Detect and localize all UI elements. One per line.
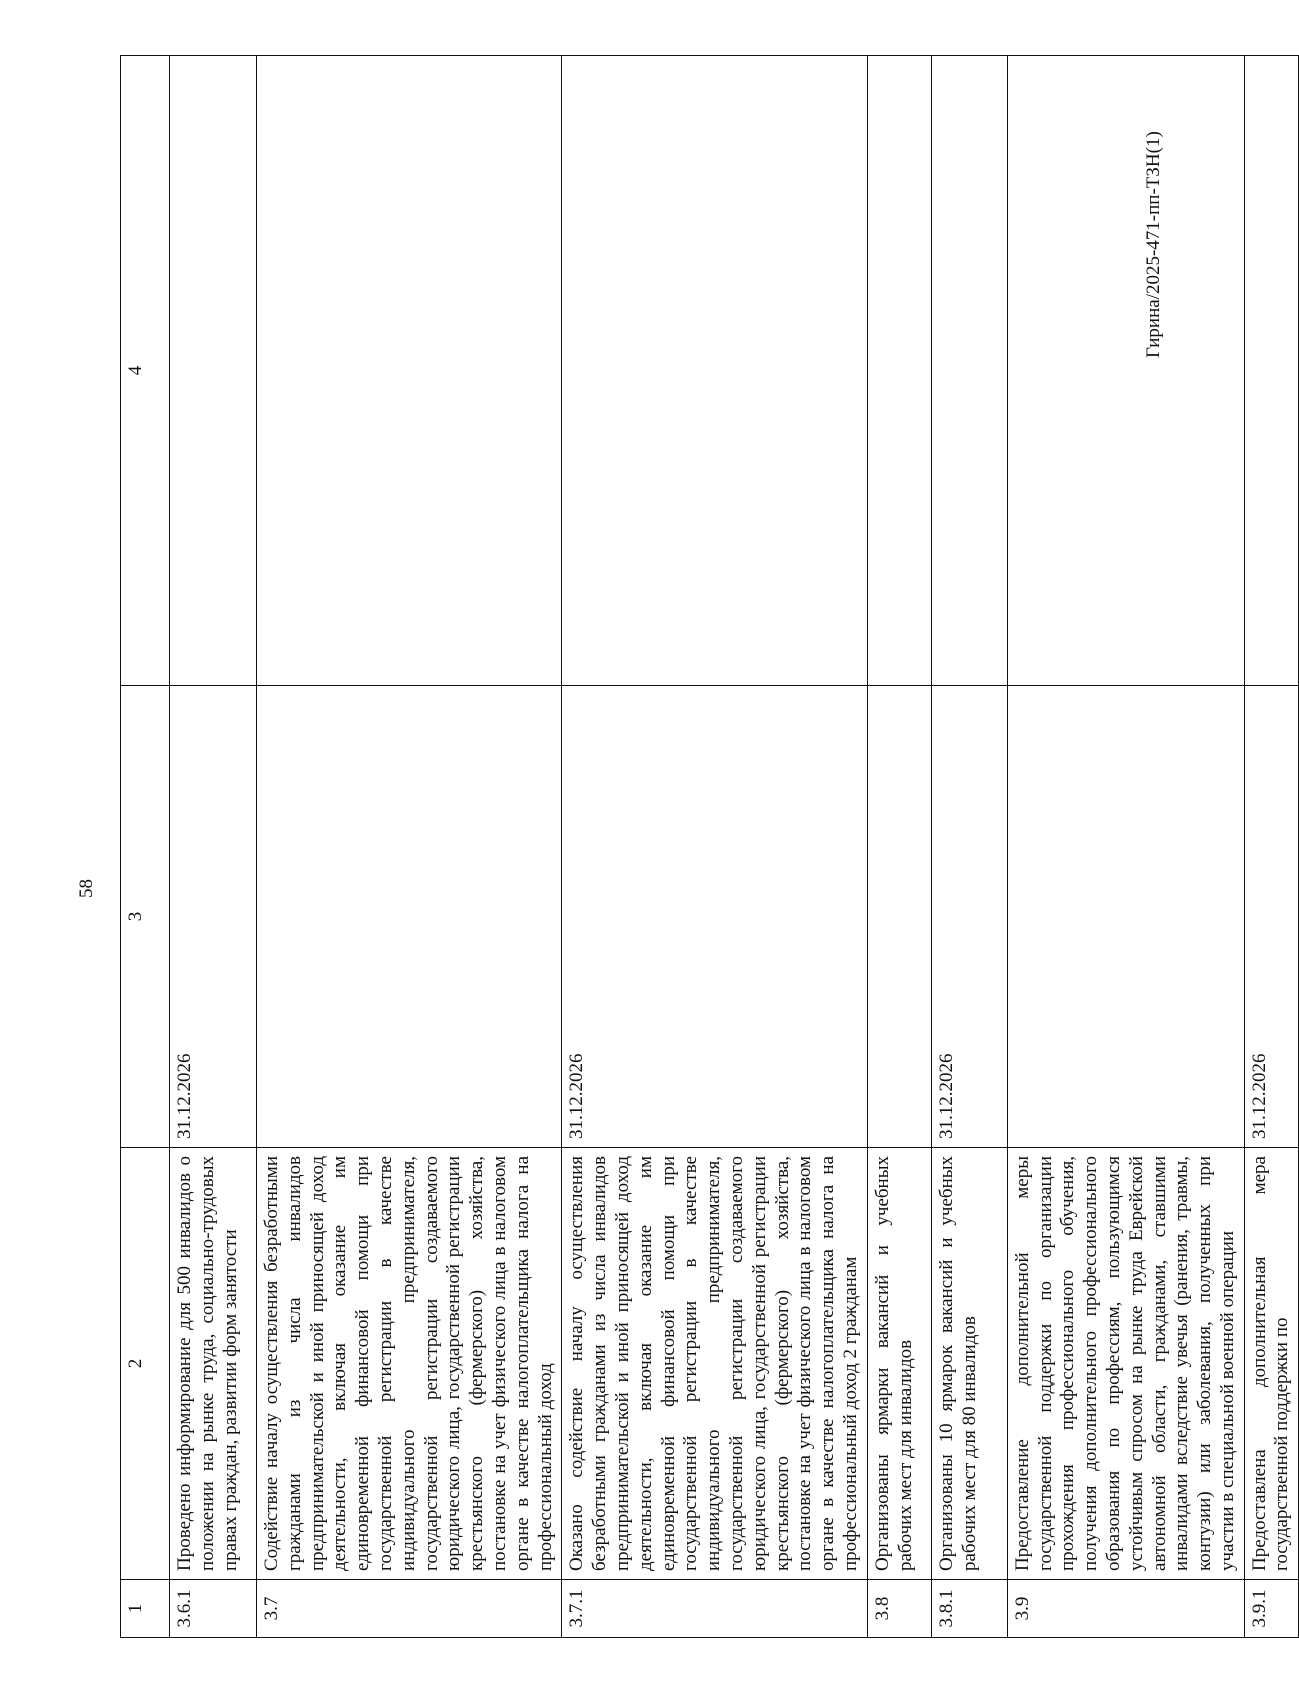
- row-deadline: 31.12.2026: [562, 686, 867, 1148]
- row-note: [257, 56, 562, 686]
- row-description: Оказано содействие началу осуществления безработными гражданами из числа инвалидов предпринимательской и иной приносящей доход деятельности, включая оказание им единовременной финансовой помощи при государственной регистрации в качестве индивидуального предпринимателя, государственной регистрации создаваемого юридического лица, государственной регистрации крестьянского (фермерского) хозяйства, постановке на учет физического лица в налоговом органе в качестве налогоплательщика налога на профессиональный доход 2 гражданам: [562, 1148, 867, 1580]
- header-cell: 1: [121, 1580, 170, 1638]
- row-note: [170, 56, 257, 686]
- row-description: Организованы 10 ярмарок вакансий и учебных рабочих мест для 80 инвалидов: [931, 1148, 1007, 1580]
- row-deadline: [257, 686, 562, 1148]
- row-deadline: [867, 686, 931, 1148]
- table-row: [170, 56, 257, 1638]
- row-deadline: [1007, 686, 1244, 1148]
- row-number: 3.8.1: [931, 1580, 1007, 1638]
- table-row: [867, 56, 931, 1638]
- row-number: 3.9: [1007, 1580, 1244, 1638]
- row-note: [867, 56, 931, 686]
- row-deadline: 31.12.2026: [170, 686, 257, 1148]
- table-row: [931, 56, 1007, 1638]
- row-number: 3.7.1: [562, 1580, 867, 1638]
- table-row: [257, 56, 562, 1638]
- measures-table: [120, 55, 1299, 1638]
- row-deadline: 31.12.2026: [1244, 686, 1299, 1148]
- row-description: Проведено информирование для 500 инвалидов о положении на рынке труда, социально-трудовых правах граждан, развитии форм занятости: [170, 1148, 257, 1580]
- row-note: [562, 56, 867, 686]
- header-cell: 2: [121, 1148, 170, 1580]
- row-deadline: 31.12.2026: [931, 686, 1007, 1148]
- row-note: [1244, 56, 1299, 686]
- row-note: [931, 56, 1007, 686]
- table-header-row: [121, 56, 170, 1638]
- page-number: 58: [76, 879, 97, 898]
- row-note: [1007, 56, 1244, 686]
- row-description: Организованы ярмарки вакансий и учебных рабочих мест для инвалидов: [867, 1148, 931, 1580]
- table-row: [1244, 56, 1299, 1638]
- row-description: Содействие началу осуществления безработными гражданами из числа инвалидов предпринимательской и иной приносящей доход деятельности, включая оказание им единовременной финансовой помощи при государственной регистрации в качестве индивидуального предпринимателя, государственной регистрации создаваемого юридического лица, государственной регистрации крестьянского (фермерского) хозяйства, постановке на учет физического лица в налоговом органе в качестве налогоплательщика налога на профессиональный доход: [257, 1148, 562, 1580]
- row-description: Предоставлена дополнительная мера государственной поддержки по: [1244, 1148, 1299, 1580]
- row-number: 3.8: [867, 1580, 931, 1638]
- row-number: 3.7: [257, 1580, 562, 1638]
- table-row: [1007, 56, 1244, 1638]
- header-cell: 4: [121, 56, 170, 686]
- row-number: 3.6.1: [170, 1580, 257, 1638]
- header-cell: 3: [121, 686, 170, 1148]
- table-row: [562, 56, 867, 1638]
- row-number: 3.9.1: [1244, 1580, 1299, 1638]
- document-code: Гирина/2025-471-пп-ТЗН(1): [1143, 131, 1164, 358]
- row-description: Предоставление дополнительной меры государственной поддержки по организации прохождения профессионального обучения, получения дополнительного профессионального образования по профессиям, пользующимся устойчивым спросом на рынке труда Еврейской автономной области, гражданами, ставшими инвалидами вследствие увечья (ранения, травмы, контузии) или заболевания, полученных при участии в специальной военной операции: [1007, 1148, 1244, 1580]
